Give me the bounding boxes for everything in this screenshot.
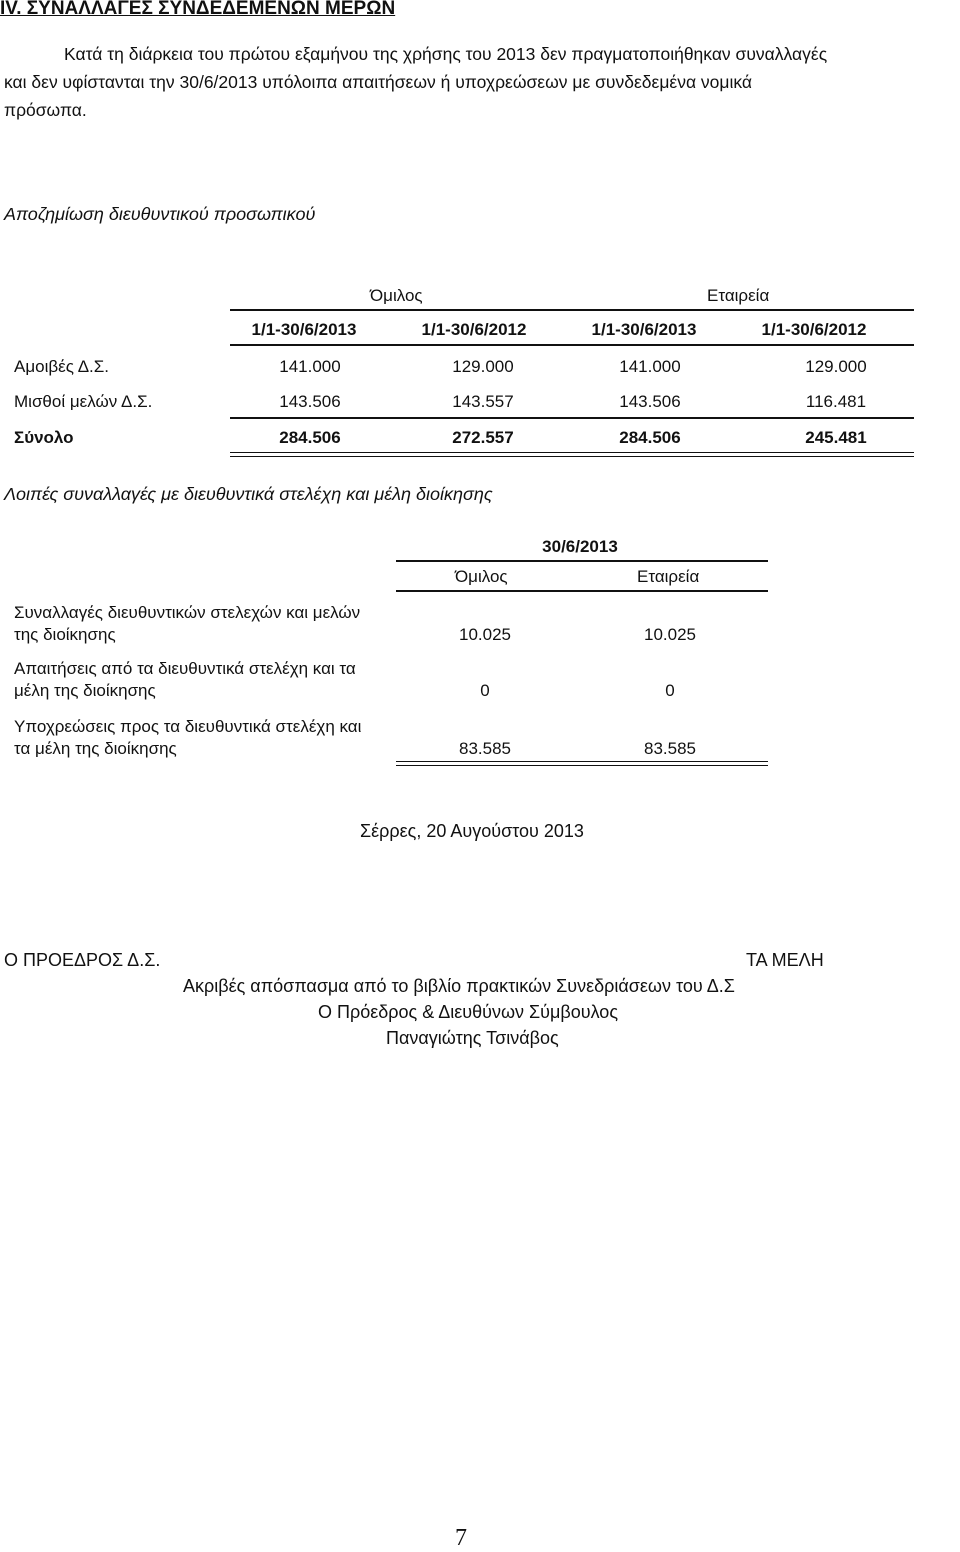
table-cell: 141.000 [279,357,341,376]
total-label: Σύνολο [14,428,74,447]
section-heading: IV. ΣΥΝΑΛΛΑΓΕΣ ΣΥΝΔΕΔΕΜΕΝΩΝ ΜΕΡΩΝ [0,0,396,19]
table-cell: 116.481 [805,392,867,411]
other-date-rule [396,560,768,562]
members-label: ΤΑ ΜΕΛΗ [746,950,824,970]
table-cell: 141.000 [619,357,681,376]
table-cell: 10.025 [644,625,696,644]
total-cell: 272.557 [452,428,514,447]
period-header: 1/1-30/6/2013 [251,320,357,339]
row-label: Απαιτήσεις από τα διευθυντικά στελέχη και τα [14,659,356,678]
total-cell: 245.481 [805,428,867,447]
period-header: 1/1-30/6/2012 [421,320,527,339]
table-cell: 10.025 [459,625,511,644]
row-label: Υποχρεώσεις προς τα διευθυντικά στελέχη και [14,717,362,736]
row-label: της διοίκησης [14,625,116,644]
other-group-header: Όμιλος [455,567,508,586]
intro-line-2: και δεν υφίστανται την 30/6/2013 υπόλοιπα απαιτήσεων ή υποχρεώσεων με συνδεδεμένα νομικά [4,72,753,92]
total-cell: 284.506 [619,428,681,447]
table-cell: 83.585 [459,739,511,758]
subtotal-rule [230,417,914,419]
table-cell: 143.506 [279,392,341,411]
table-cell: 83.585 [644,739,696,758]
row-label: μέλη της διοίκησης [14,681,156,700]
table-cell: 129.000 [805,357,867,376]
header-rule [230,309,914,311]
other-header-rule [396,590,768,592]
table-cell: 0 [665,681,675,700]
president-label: Ο ΠΡΟΕΔΡΟΣ Δ.Σ. [4,950,161,970]
row-label: Αμοιβές Δ.Σ. [14,357,110,376]
other-double-rule [396,761,768,766]
total-cell: 284.506 [279,428,341,447]
table-cell: 129.000 [452,357,514,376]
period-header: 1/1-30/6/2012 [761,320,867,339]
table-cell: 143.557 [452,392,514,411]
period-rule [230,344,914,346]
other-company-header: Εταιρεία [637,567,700,586]
role-text: Ο Πρόεδρος & Διευθύνων Σύμβουλος [318,1002,618,1022]
table-cell: 0 [480,681,490,700]
total-double-rule [230,452,914,457]
intro-line-3: πρόσωπα. [4,100,87,120]
page-number: 7 [455,1525,467,1551]
excerpt-text: Ακριβές απόσπασμα από το βιβλίο πρακτικών Συνεδριάσεων του Δ.Σ [183,976,735,996]
period-header: 1/1-30/6/2013 [591,320,697,339]
comp-group-header: Όμιλος [370,286,423,305]
intro-line-1: Κατά τη διάρκεια του πρώτου εξαμήνου της χρήσης του 2013 δεν πραγματοποιήθηκαν συναλλαγές [64,44,828,64]
row-label: Συναλλαγές διευθυντικών στελεχών και μελών [14,603,361,622]
other-date-header: 30/6/2013 [542,537,618,556]
compensation-title: Αποζημίωση διευθυντικού προσωπικού [4,204,316,224]
comp-company-header: Εταιρεία [707,286,770,305]
row-label: τα μέλη της διοίκησης [14,739,177,758]
row-label: Μισθοί μελών Δ.Σ. [14,392,153,411]
signatory-name: Παναγιώτης Τσινάβος [386,1028,559,1048]
table-cell: 143.506 [619,392,681,411]
other-title: Λοιπές συναλλαγές με διευθυντικά στελέχη και μέλη διοίκησης [4,484,493,504]
place-date: Σέρρες, 20 Αυγούστου 2013 [360,821,584,841]
